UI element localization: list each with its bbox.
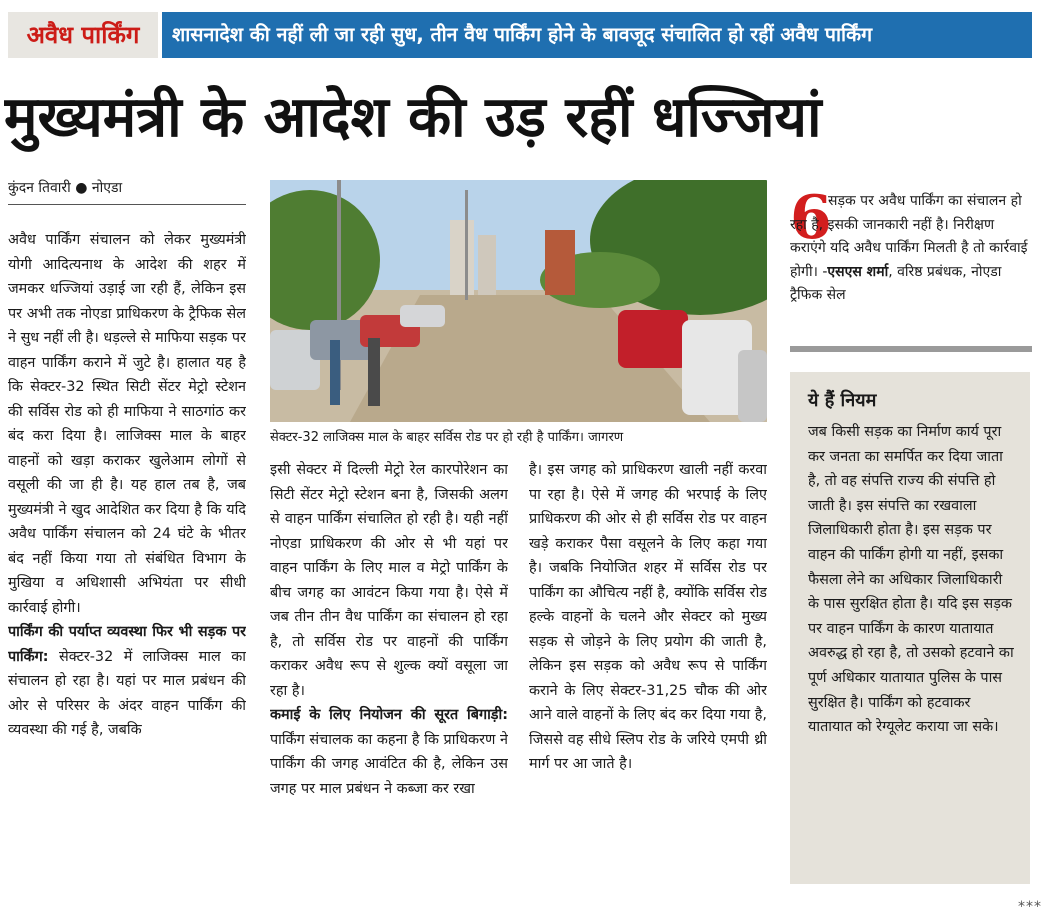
article-column-1 (8, 228, 246, 892)
article-text: पार्किंग संचालक का कहना है कि प्राधिकरण ने पार्किंग की जगह आवंटित की है, लेकिन उस जगह पर माल प्रबंधन ने कब्जा कर रखा (270, 731, 508, 797)
article-paragraph: है। इस जगह को प्राधिकरण खाली नहीं करवा पा रहा है। ऐसे में जगह की भरपाई के लिए प्राधिकरण की ओर से ही सर्विस रोड पर वाहन खड़े कराकर पैसा वसूलने के लिए कहा गया है। जबकि नियोजित शहर में सर्विस रोड पर पार्किंग का औचित्य नहीं है, क्योंकि सर्विस रोड हल्के वाहनों के चलने और सेक्टर को मुख्य सड़क से जोड़ने के लिए प्रयोग की जाती है, लेकिन इस सड़क को अवैध रूप से पार्किंग कराने के लिए सेक्टर-31,25 चौक की ओर आने वाले वाहनों के लिए बंद कर दिया गया है, जिससे वह सीधे स्लिप रोड के जरिये एमपी थ्री मार्ग पर आ जाते है। (529, 462, 767, 772)
footer-stars: *** (1018, 899, 1042, 915)
article-paragraph (270, 703, 508, 801)
article-column-3 (529, 458, 767, 892)
quote-mark-icon: 6 (790, 183, 832, 253)
article-text: सेक्टर-32 में लाजिक्स माल का संचालन हो रहा है। यहां पर माल प्रबंधन की ओर से परिसर के अंदर वाहन पार्किंग की व्यवस्था की गई है, जबकि (8, 648, 246, 738)
byline-divider (8, 204, 246, 205)
article-subhead: पार्किंग की पर्याप्त व्यवस्था फिर भी सड़क पर पार्किंग: (8, 624, 246, 665)
parking-photo (270, 180, 767, 422)
parking-photo-image (270, 180, 767, 422)
article-paragraph (8, 620, 246, 743)
quote-text: सड़क पर अवैध पार्किंग का संचालन हो रहा है, इसकी जानकारी नहीं है। निरीक्षण कराएंगे यदि अवैध पार्किंग मिलती है तो कार्रवाई होगी। - (790, 193, 1028, 280)
article-paragraph: इसी सेक्टर में दिल्ली मेट्रो रेल कारपोरेशन का सिटी सेंटर मेट्रो स्टेशन बना है, जिसकी अलग से वाहन पार्किंग संचालित हो रही है। यही नहीं नोएडा प्राधिकरण की ओर से भी यहां पर वाहन पार्किंग के लिए माल व मेट्रो पार्किंग के बीच जगह का आवंटन किया गया है। ऐसे में जब तीन तीन वैध पार्किंग का संचालन हो रहा है, तो सर्विस रोड पर वाहनों की पार्किंग कराकर अवैध रूप से शुल्क क्यों वसूला जा रहा है। (270, 462, 508, 699)
photo-caption: सेक्टर-32 लाजिक्स माल के बाहर सर्विस रोड पर हो रही है पार्किंग। जागरण (270, 430, 624, 445)
quote-author: एसएस शर्मा (827, 263, 889, 280)
rules-text: जब किसी सड़क का निर्माण कार्य पूरा कर जनता का समर्पित कर दिया जाता है, तो वह संपत्ति राज्य की संपत्ति हो जाती है। इस संपत्ति का रखवाला जिलाधिकारी होता है। इस सड़क पर वाहन की पार्किंग होगी या नहीं, इसका फैसला लेने का अधिकार जिलाधिकारी के पास सुरक्षित होता है। यदि इस सड़क पर वाहन पार्किंग के कारण यातायात अवरुद्ध हो रहा है, तो उसको हटवाने का पूर्ण अधिकार यातायात पुलिस के पास सुरक्षित है। पार्किंग को हटवाकर यातायात को रेग्यूलेट कराया जा सके। (808, 424, 1014, 736)
article-subhead: कमाई के लिए नियोजन की सूरत बिगाड़ी: (270, 707, 508, 723)
quote-divider (790, 346, 1032, 352)
main-headline: मुख्यमंत्री के आदेश की उड़ रहीं धज्जियां (4, 85, 822, 150)
quote-designation: , वरिष्ठ प्रबंधक, नोएडा ट्रैफिक सेल (790, 263, 1002, 303)
rules-box (790, 372, 1030, 884)
strap-headline: शासनादेश की नहीं ली जा रही सुध, तीन वैध पार्किंग होने के बावजूद संचालित हो रहीं अवैध पार्किंग (162, 12, 1032, 58)
article-paragraph: अवैध पार्किंग संचालन को लेकर मुख्यमंत्री योगी आदित्यनाथ के आदेश की शहर में जमकर धज्जियां उड़ाई जा रही हैं, लेकिन इस पर अभी तक नोएडा प्राधिकरण के ट्रैफिक सेल ने सुध नहीं ली है। धड़ल्ले से माफिया सड़क पर वाहन पार्किंग कराने में जुटे है। हालात यह है कि सेक्टर-32 स्थित सिटी सेंटर मेट्रो स्टेशन की सर्विस रोड को ही माफिया ने साठगांठ कर बंद करा दिया है। लाजिक्स माल के बाहर वाहनों को खड़ा कराकर खुलेआम लोगों से वसूली की जा ही है। यह हाल तब है, जब मुख्यमंत्री ने खुद आदेशित कर दिया है कि यदि अवैध पार्किंग संचालन को 24 घंटे के भीतर बंद नहीं किया गया तो संबंधित विभाग के मुखिया व अधिशासी अभियंता पर सीधी कार्रवाई होगी। (8, 232, 246, 616)
rules-title: ये हैं नियम (808, 390, 877, 411)
article-column-2 (270, 458, 508, 892)
byline: कुंदन तिवारी ● नोएडा (8, 180, 123, 196)
official-quote (790, 183, 1032, 308)
section-tag: अवैध पार्किंग (8, 12, 158, 58)
